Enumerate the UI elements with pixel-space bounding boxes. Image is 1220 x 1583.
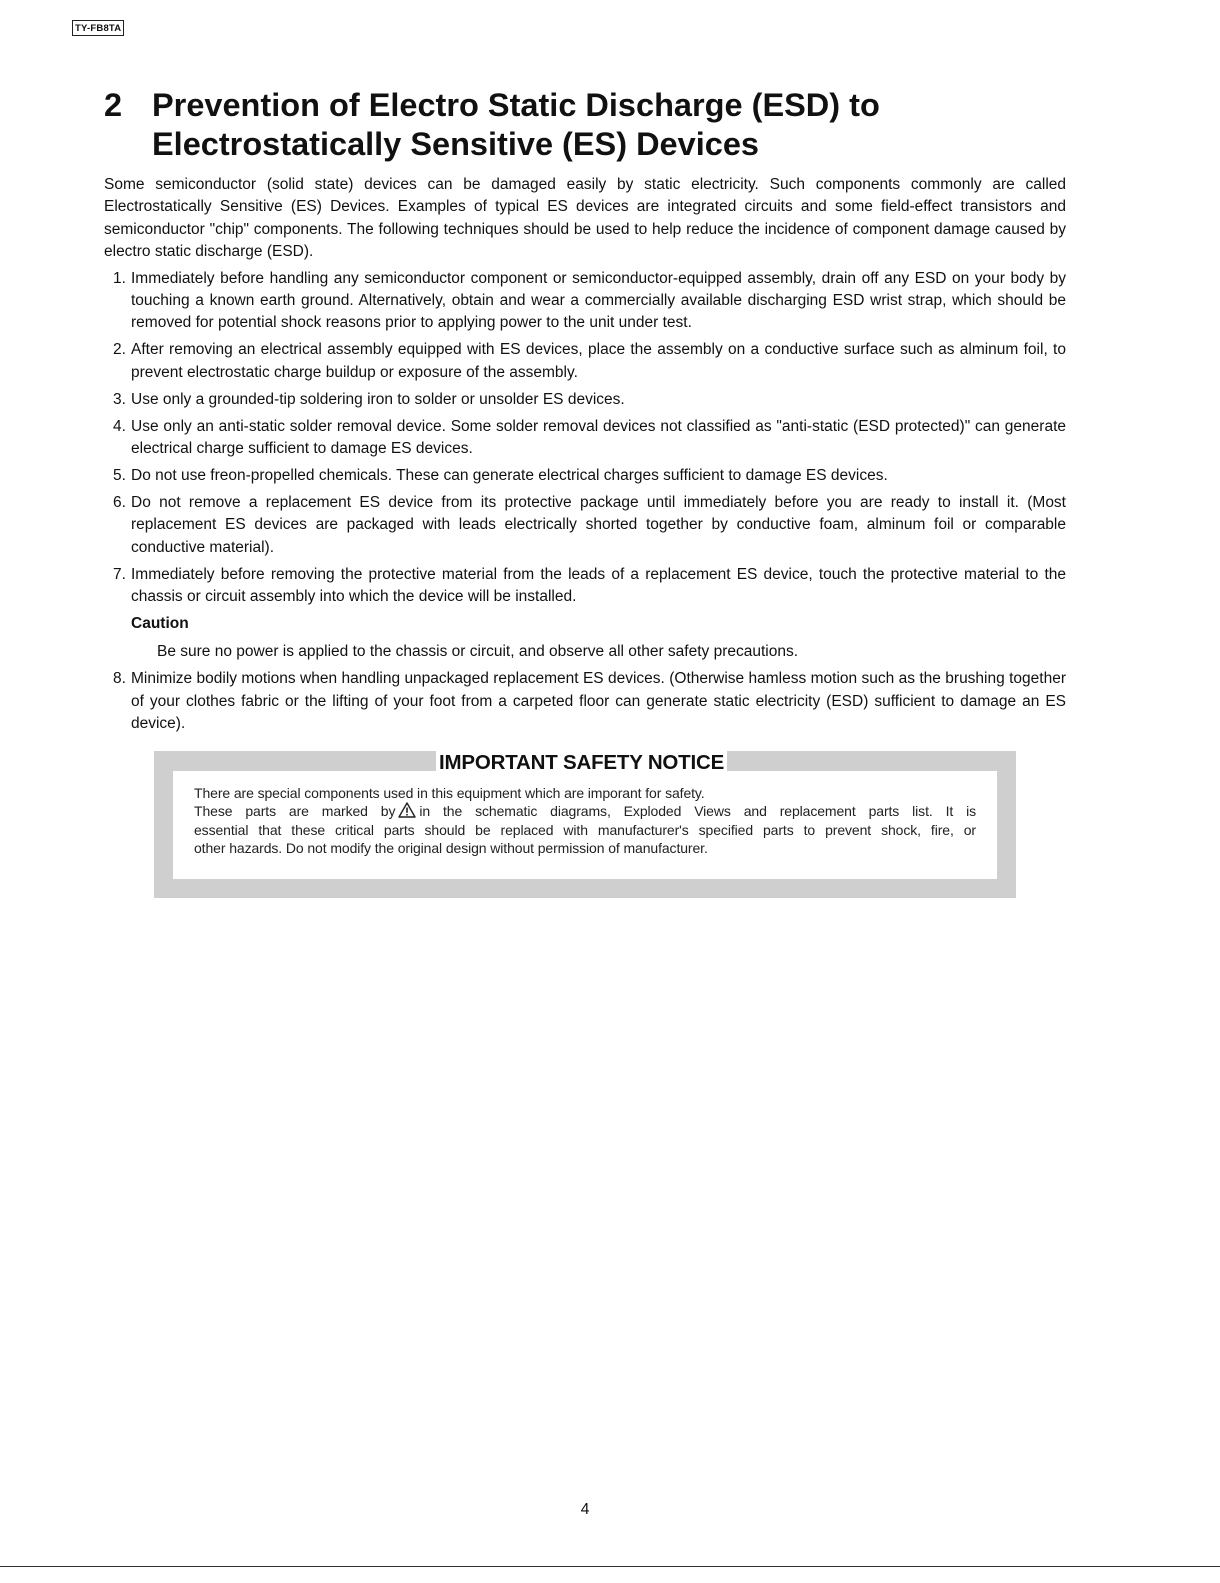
- list-item: [104, 389, 1066, 411]
- procedure-list: [104, 268, 1066, 736]
- intro-paragraph: Some semiconductor (solid state) devices can be damaged easily by static electricity. Such components commonly are called Electrostatically Sensitive (ES) Devices. Examples of typical ES devices are integrated circuits and some field-effect transistors and semiconductor "chip" components. The following techniques should be used to help reduce the incidence of component damage caused by electro static discharge (ESD).: [104, 176, 1066, 261]
- section-heading: [104, 86, 1084, 164]
- list-item: [104, 564, 1066, 664]
- notice-line-part: in the schematic diagrams, Exploded Views and replacement parts list. It is: [419, 803, 977, 820]
- list-number: 7.: [113, 565, 126, 583]
- caution-text: Be sure no power is applied to the chassis or circuit, and observe all other safety precautions.: [157, 642, 799, 660]
- notice-line: [194, 802, 976, 820]
- list-item: [104, 465, 1066, 487]
- list-item: [104, 668, 1066, 735]
- page-number: 4: [580, 1501, 590, 1518]
- list-item-text: Do not use freon-propelled chemicals. These can generate electrical charges sufficient to damage ES devices.: [131, 466, 888, 484]
- list-number: 8.: [113, 670, 126, 688]
- safety-notice-text: [194, 784, 976, 857]
- warning-triangle-icon: [398, 802, 416, 818]
- main-content: [104, 174, 1066, 740]
- section-title: Prevention of Electro Static Discharge (ESD) to Electrostatically Sensitive (ES) Devices: [152, 87, 880, 162]
- list-item-text: Minimize bodily motions when handling unpackaged replacement ES devices. (Otherwise hamless motion such as the brushing together of your clothes fabric or the lifting of your foot from a carpeted floor can generate static electricity (ESD) sufficient to damage an ES device).: [131, 670, 1066, 732]
- list-item: [104, 416, 1066, 461]
- list-number: 1.: [113, 269, 126, 287]
- list-item-text: Immediately before removing the protective material from the leads of a replacement ES device, touch the protective material to the chassis or circuit assembly into which the device will be installed.: [131, 565, 1066, 605]
- list-item: [104, 268, 1066, 335]
- bottom-rule: [0, 1566, 1220, 1567]
- caution-title: Caution: [131, 615, 189, 633]
- list-number: 6.: [113, 493, 126, 511]
- list-item-text: Use only a grounded-tip soldering iron to solder or unsolder ES devices.: [131, 390, 625, 408]
- notice-line: other hazards. Do not modify the original design without permission of manufacturer.: [194, 839, 708, 856]
- list-item-text: Do not remove a replacement ES device from its protective package until immediately before you are ready to install it. (Most replacement ES devices are packaged with leads electrically shorted together by conductive foam, alminum foil or comparable conductive material).: [131, 493, 1066, 556]
- list-item-text: After removing an electrical assembly equipped with ES devices, place the assembly on a conductive surface such as alminum foil, to prevent electrostatic charge buildup or exposure of the assembly.: [131, 341, 1066, 381]
- list-number: 4.: [113, 417, 126, 435]
- section-number: 2: [104, 87, 123, 123]
- list-item-text: Use only an anti-static solder removal device. Some solder removal devices not classified as "anti-static (ESD protected)" can generate electrical charge sufficient to damage ES devices.: [131, 417, 1066, 457]
- notice-line: There are special components used in this equipment which are imporant for safety.: [194, 785, 705, 801]
- list-item-text: Immediately before handling any semiconductor component or semiconductor-equipped assembly, drain off any ESD on your body by touching a known earth ground. Alternatively, obtain and wear a commercially available discharging ESD wrist strap, which should be removed for potential shock reasons prior to applying power to the unit under test.: [131, 269, 1066, 332]
- safety-notice-title: IMPORTANT SAFETY NOTICE: [436, 751, 727, 775]
- list-item: [104, 492, 1066, 559]
- list-number: 2.: [113, 341, 126, 359]
- list-item: [104, 339, 1066, 384]
- model-tag: TY-FB8TA: [72, 20, 124, 36]
- notice-line: essential that these critical parts should be replaced with manufacturer's specified parts to prevent shock, fire, or: [194, 821, 976, 838]
- notice-line-part: These parts are marked by: [194, 803, 396, 820]
- list-number: 3.: [113, 390, 126, 408]
- list-number: 5.: [113, 466, 126, 484]
- safety-notice-box: [154, 751, 1016, 898]
- safety-notice-body: [173, 771, 997, 879]
